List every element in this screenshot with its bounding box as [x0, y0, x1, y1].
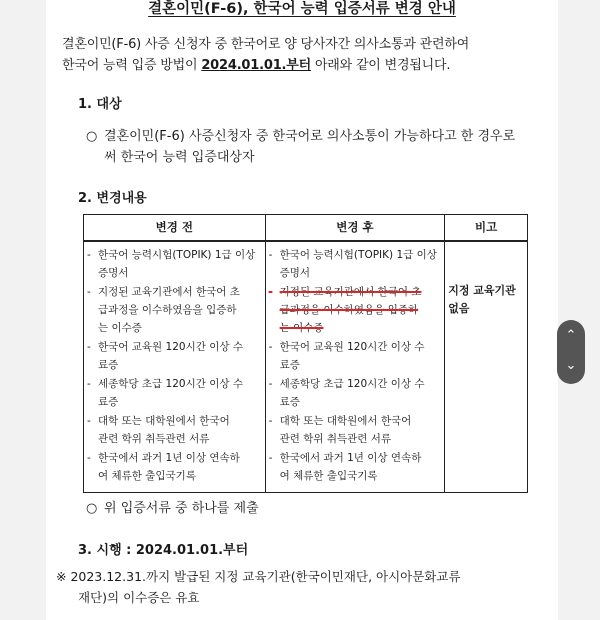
remark-cell — [445, 241, 528, 493]
intro-line-2-suffix: 아래와 같이 변경됩니다. — [311, 58, 451, 73]
footnote-line-1: ※ 2023.12.31.까지 발급된 지정 교육기관(한국이민재단, 아시아문화교류 — [56, 569, 461, 584]
scroll-up-icon[interactable]: ⌃ — [565, 328, 577, 343]
list-item: - 한국어 교육원 120시간 이상 수 료증 — [87, 340, 243, 371]
change-table — [83, 214, 528, 493]
section-2-heading: 2. 변경내용 — [78, 191, 147, 206]
effective-date: 2024.01.01.부터 — [201, 58, 312, 73]
remark-line-1: 지정 교육기관 — [448, 283, 516, 297]
list-item: - 세종학당 초급 120시간 이상 수 료증 — [268, 377, 425, 408]
section-3-heading: 3. 시행 : 2024.01.01.부터 — [78, 543, 249, 558]
intro-paragraph — [62, 34, 542, 76]
footnote-line-2: 재단)의 이수증은 유효 — [78, 590, 200, 605]
section-1-line-2: 써 한국어 능력 입증대상자 — [104, 150, 255, 165]
header-before: 변경 전 — [84, 215, 266, 241]
remark-line-2: 없음 — [448, 301, 470, 315]
list-item: - 대학 또는 대학원에서 한국어 관련 학위 취득관련 서류 — [87, 414, 230, 445]
header-after: 변경 후 — [265, 215, 445, 241]
after-cell — [265, 241, 445, 493]
scroll-down-icon[interactable]: ⌄ — [565, 358, 577, 373]
submit-bullet — [86, 498, 538, 519]
document-page — [46, 0, 558, 620]
list-item: - 대학 또는 대학원에서 한국어 관련 학위 취득관련 서류 — [268, 414, 412, 445]
list-item: - 한국에서 과거 1년 이상 연속하 여 체류한 출입국기록 — [268, 451, 422, 482]
list-item: - 세종학당 초급 120시간 이상 수 료증 — [87, 377, 243, 408]
section-1-heading: 1. 대상 — [78, 97, 122, 112]
intro-line-1: 결혼이민(F-6) 사증 신청자 중 한국어로 양 당사자간 의사소통과 관련하여 — [62, 37, 470, 52]
submit-text: 위 입증서류 중 하나를 제출 — [104, 501, 259, 516]
list-item: - 한국어 능력시험(TOPIK) 1급 이상 증명서 — [87, 248, 256, 279]
deleted-list-item: - 지정된 교육기관에서 한국어 초 급과정을 이수하였음을 입증하 는 이수증 — [268, 285, 422, 334]
list-item: - 한국어 능력시험(TOPIK) 1급 이상 증명서 — [268, 248, 437, 279]
list-item: - 한국어 교육원 120시간 이상 수 료증 — [268, 340, 425, 371]
section-1-line-1: 결혼이민(F-6) 사증신청자 중 한국어로 의사소통이 가능하다고 한 경우로 — [104, 129, 516, 144]
bullet-circle-icon: ○ — [86, 501, 98, 516]
before-cell — [84, 241, 266, 493]
intro-line-2 — [62, 55, 542, 76]
intro-line-2-prefix: 한국어 능력 입증 방법이 — [62, 58, 202, 73]
list-item: - 한국에서 과거 1년 이상 연속하 여 체류한 출입국기록 — [87, 451, 240, 482]
page-scroll-control[interactable] — [557, 320, 585, 384]
document-title: 결혼이민(F-6), 한국어 능력 입증서류 변경 안내 — [148, 1, 456, 17]
footnote — [56, 566, 586, 608]
section-1-bullet — [86, 126, 538, 168]
list-item: - 지정된 교육기관에서 한국어 초 급과정을 이수하였음을 입증하 는 이수증 — [87, 285, 240, 334]
bullet-circle-icon: ○ — [86, 129, 98, 144]
header-remark: 비고 — [445, 215, 528, 241]
